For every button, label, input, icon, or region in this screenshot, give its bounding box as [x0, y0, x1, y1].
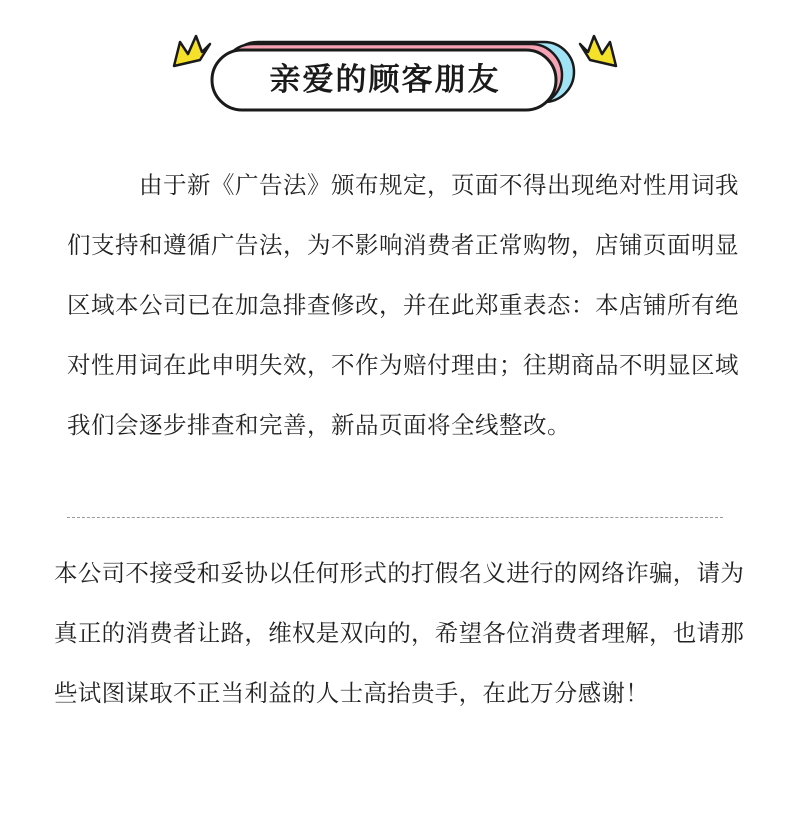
notice-text: 由于新《广告法》颁布规定，页面不得出现绝对性用词我们支持和遵循广告法，为不影响消费者正常购物，店铺页面明显区域本公司已在加急排查修改，并在此郑重表态：本店铺所有绝对性用词在此申明失效，不作为赔付理由；往期商品不明显区域我们会逐步排查和完善，新品页面将全线整改。	[67, 171, 739, 439]
dashed-divider	[67, 517, 723, 518]
notice-paragraph	[67, 155, 747, 455]
statement-text: 本公司不接受和妥协以任何形式的打假名义进行的网络诈骗，请为真正的消费者让路，维权是双向的，希望各位消费者理解，也请那些试图谋取不正当利益的人士高抬贵手，在此万分感谢！	[54, 559, 745, 707]
banner-title: 亲爱的顾客朋友	[269, 62, 501, 98]
statement-paragraph	[54, 543, 754, 723]
crown-right-icon	[580, 36, 616, 66]
crown-left-icon	[174, 36, 210, 66]
title-banner	[170, 28, 620, 120]
